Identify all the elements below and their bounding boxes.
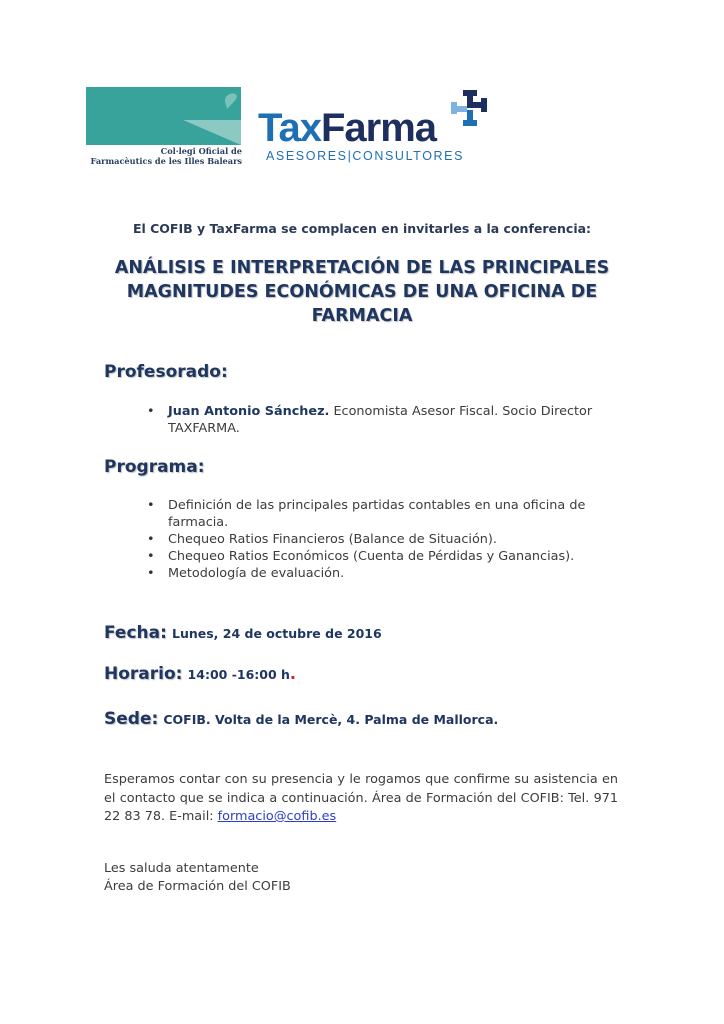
sede-label: Sede: bbox=[104, 709, 159, 729]
title-line-2: MAGNITUDES ECONÓMICAS DE UNA OFICINA DE bbox=[126, 282, 598, 302]
sede-row bbox=[104, 709, 664, 729]
title-line-3: FARMACIA bbox=[311, 306, 413, 326]
list-item: • Chequeo Ratios Económicos (Cuenta de Pérdidas y Ganancias). bbox=[150, 548, 630, 565]
cofib-line1: Col·legi Oficial de bbox=[160, 146, 242, 156]
closing-line-2: Área de Formación del COFIB bbox=[104, 879, 291, 894]
list-item bbox=[150, 403, 630, 437]
taxfarma-logo bbox=[258, 88, 498, 168]
cofib-line2: Farmacèutics de les Illes Balears bbox=[90, 156, 242, 166]
horario-row bbox=[104, 664, 664, 684]
fecha-value: Lunes, 24 de octubre de 2016 bbox=[172, 626, 382, 641]
cofib-logo bbox=[86, 87, 241, 145]
horario-suffix: . bbox=[289, 664, 296, 683]
profesorado-heading: Profesorado: bbox=[104, 362, 228, 382]
taxfarma-tagline: ASESORES|CONSULTORES bbox=[266, 149, 465, 163]
professor-description: Economista Asesor Fiscal. Socio Director TAXFARMA. bbox=[168, 404, 593, 436]
pharmacy-cross-icon bbox=[447, 88, 491, 134]
profesorado-list bbox=[150, 403, 630, 437]
conference-title bbox=[80, 256, 644, 328]
programa-list bbox=[150, 497, 630, 582]
fecha-label: Fecha: bbox=[104, 623, 167, 643]
title-line-1: ANÁLISIS E INTERPRETACIÓN DE LAS PRINCIPALES bbox=[114, 258, 610, 278]
intro-text: El COFIB y TaxFarma se complacen en invitarles a la conferencia: bbox=[132, 221, 592, 236]
contact-paragraph bbox=[104, 771, 618, 827]
horario-value: 14:00 -16:00 h bbox=[187, 667, 290, 682]
fecha-row bbox=[104, 623, 664, 643]
list-item: • Chequeo Ratios Financieros (Balance de Situación). bbox=[150, 531, 630, 548]
email-link[interactable]: formacio@cofib.es bbox=[217, 809, 337, 824]
taxfarma-name-tax: Tax bbox=[258, 106, 321, 150]
list-item: • Metodología de evaluación. bbox=[150, 565, 630, 582]
programa-heading: Programa: bbox=[104, 457, 205, 477]
professor-name: Juan Antonio Sánchez. bbox=[168, 404, 330, 419]
taxfarma-wordmark bbox=[258, 108, 436, 148]
closing-line-1: Les saluda atentamente bbox=[104, 861, 259, 876]
cofib-logo-text bbox=[86, 146, 242, 166]
sede-value: COFIB. Volta de la Mercè, 4. Palma de Mallorca. bbox=[163, 712, 499, 727]
taxfarma-name-farma: Farma bbox=[320, 106, 437, 150]
list-item: • Definición de las principales partidas contables en una oficina de farmacia. bbox=[150, 497, 630, 531]
horario-label: Horario: bbox=[104, 664, 183, 684]
contact-text: Esperamos contar con su presencia y le rogamos que confirme su asistencia en el contacto que se indica a continuación. Área de Formación del COFIB: Tel. 971 22 83 78. E-mail: bbox=[104, 772, 618, 824]
closing bbox=[104, 860, 504, 896]
